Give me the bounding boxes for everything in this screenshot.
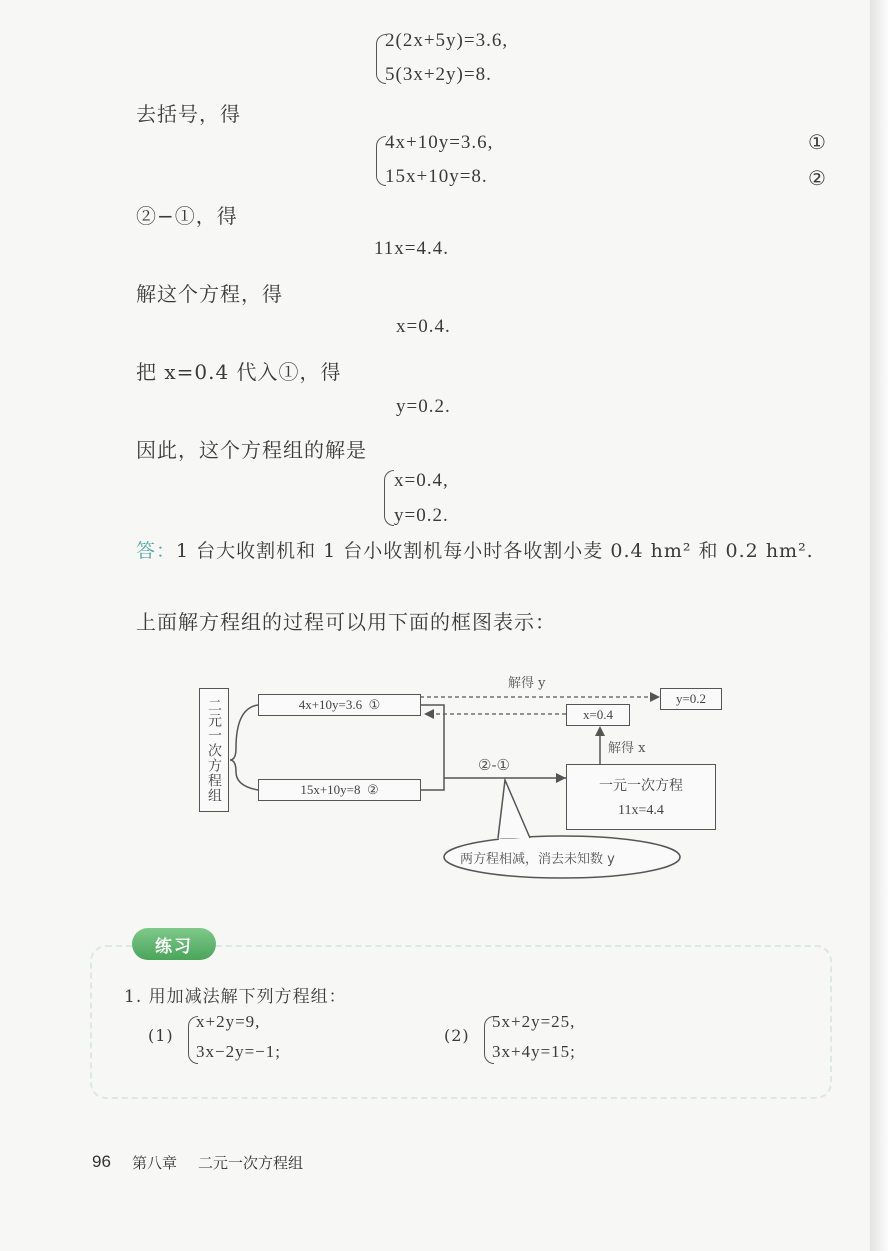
step-text: 去括号，得 xyxy=(136,102,241,126)
one-var-eq: 11x=4.4 xyxy=(618,803,664,818)
one-variable-box xyxy=(566,764,716,830)
chapter-title: 二元一次方程组 xyxy=(198,1154,304,1172)
equation: 11x=4.4. xyxy=(374,238,450,259)
solve-x-label: 解得 x xyxy=(608,741,646,756)
y-value: y=0.2 xyxy=(675,691,707,706)
equation: 4x+10y=3.6, xyxy=(385,132,494,153)
exercise-equation: 3x−2y=−1; xyxy=(196,1042,281,1061)
equation: y=0.2. xyxy=(396,396,451,417)
system-label: 二元一次方程组 xyxy=(206,697,222,803)
diagram-intro: 上面解方程组的过程可以用下面的框图表示： xyxy=(136,610,556,634)
step-text: 解这个方程，得 xyxy=(136,282,283,306)
part-label: (2) xyxy=(444,1026,470,1045)
diagram-eq1: 4x+10y=3.6 ① xyxy=(298,697,381,712)
step-text: ②−①，得 xyxy=(136,204,238,228)
equation: 15x+10y=8. xyxy=(385,166,488,187)
x-value-box xyxy=(566,704,630,726)
diagram-eq2: 15x+10y=8 ② xyxy=(300,782,379,797)
exercise-equation: 5x+2y=25, xyxy=(492,1012,576,1031)
step-text: 因此，这个方程组的解是 xyxy=(136,438,367,462)
solve-y-label: 解得 y xyxy=(508,676,546,691)
answer-text: 1 台大收割机和 1 台小收割机每小时各收割小麦 0.4 hm² 和 0.2 hm². xyxy=(176,540,814,562)
equation: 2(2x+5y)=3.6, xyxy=(385,30,509,51)
equation: 5(3x+2y)=8. xyxy=(385,64,492,85)
equation-box-2 xyxy=(258,779,421,801)
exercise-question: 1. 用加减法解下列方程组： xyxy=(124,987,347,1007)
exercise-equation: 3x+4y=15; xyxy=(492,1042,576,1061)
step-text: 把 x=0.4 代入①，得 xyxy=(136,360,342,384)
equation: x=0.4. xyxy=(396,316,451,337)
equation: x=0.4, xyxy=(394,470,449,491)
page-number: 96 xyxy=(92,1152,111,1171)
exercise-badge: 练习 xyxy=(132,928,216,960)
exercise-equation: x+2y=9, xyxy=(196,1012,261,1031)
chapter-label: 第八章 xyxy=(132,1154,178,1172)
operation-label: ②-① xyxy=(478,756,510,774)
x-value: x=0.4 xyxy=(582,707,614,722)
part-label: (1) xyxy=(148,1026,174,1045)
equation-mark: ① xyxy=(808,130,826,154)
callout-text: 两方程相减，消去未知数 y xyxy=(460,852,615,867)
equation-box-1 xyxy=(258,694,421,716)
answer-label: 答： xyxy=(136,540,177,562)
equation: y=0.2. xyxy=(394,505,449,526)
one-var-title: 一元一次方程 xyxy=(599,778,683,794)
y-value-box xyxy=(660,688,722,710)
equation-mark: ② xyxy=(808,166,826,190)
